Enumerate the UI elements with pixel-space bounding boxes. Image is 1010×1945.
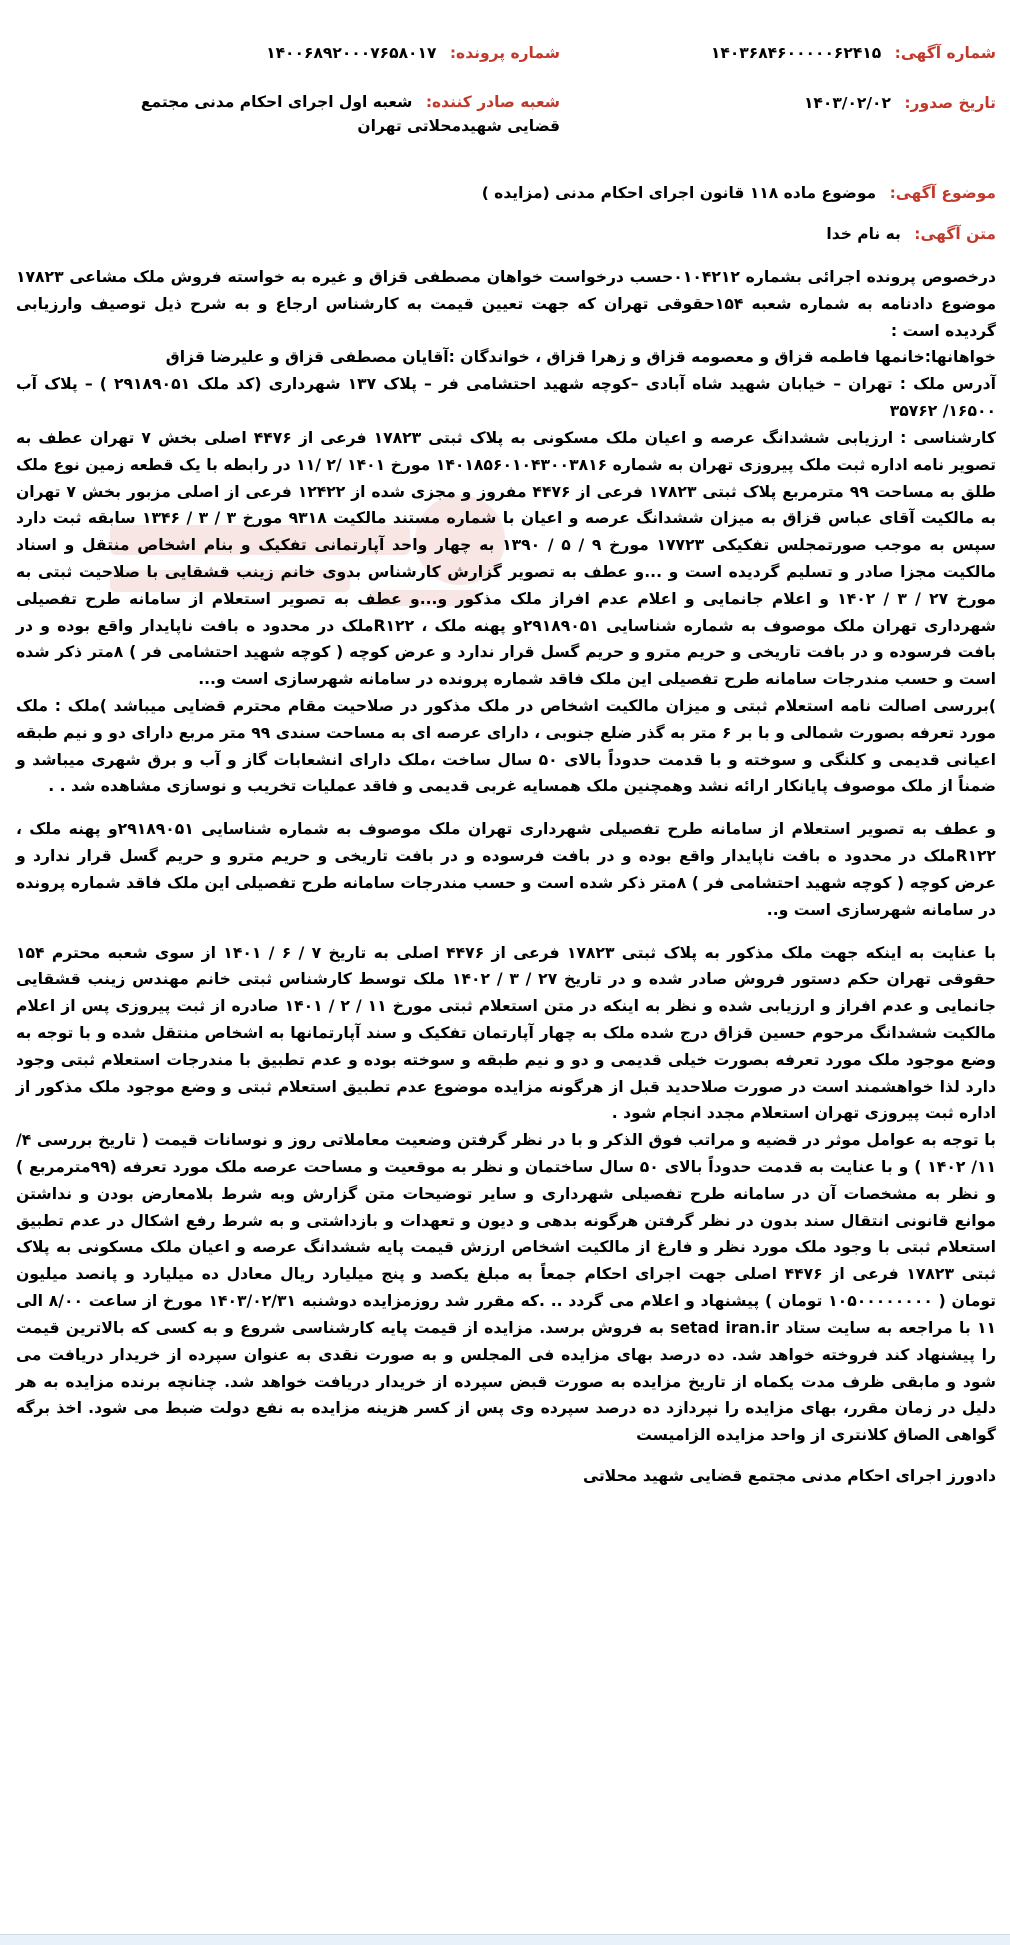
body-paragraph-zoning: و عطف به تصویر استعلام از سامانه طرح تفصیلی شهرداری تهران ملک موصوف به شماره شناسایی ۲۹۱۸۹۰۵۱و پهنه ملک ، R۱۲۲ملک در محدود ه بافت ناپایدار واقع بوده و در بافت فرسوده و در بافت تاریخی و حریم مترو و حریم گسل قرار ندارد و عرض کوچه ( کوچه شهید احتشامی فر ) ۸متر ذکر شده است و حسب مندرجات سامانه طرح تفصیلی این ملک فاقد شماره پرونده در سامانه شهرسازی است و..: [16, 820, 996, 919]
body-intro: به نام خدا: [826, 225, 901, 243]
case-number-row: [266, 44, 560, 62]
issuing-branch-row: [140, 90, 560, 138]
notice-number-value: ۱۴۰۳۶۸۴۶۰۰۰۰۰۶۲۴۱۵: [710, 44, 882, 62]
body-paragraph-parties: خواهانها:خانمها فاطمه قزاق و معصومه قزاق و زهرا قزاق ، خواندگان :آقایان مصطفی قزاق و علیرضا قزاق: [165, 348, 996, 367]
subject-row: [482, 184, 996, 202]
subject-label: موضوع آگهی:: [889, 184, 996, 202]
issue-date-label: تاریخ صدور:: [904, 94, 996, 112]
body-paragraph-valuation: با توجه به عوامل موثر در قضیه و مراتب فوق الذکر و با در نظر گرفتن وضعیت معاملاتی روز و نوسانات قیمت ( تاریخ بررسی ۴/ ۱۱/ ۱۴۰۲ ) و با عنایت به قدمت حدوداً بالای ۵۰ سال ساختمان و نظر به موقعیت و مساحت عرصه ملک مورد تعرفه (۹۹مترمربع ) و نظر به مشخصات آن در سامانه طرح تفصیلی شهرداری و سایر توضیحات متن گزارش وبه شرط بلامعارض بودن و نداشتن موانع قانونی انتقال سند بدون در نظر گرفتن هرگونه بدهی و دیون و تعهدات و بازداشتی و به شرط رفع اشکال در عدم تطبیق استعلام ثبتی با وجود ملک مورد نظر و فارغ از مالکیت اشخاص ارزش قیمت پایه ششدانگ عرصه و اعیان ملک مسکونی به پلاک ثبتی ۱۷۸۲۳ فرعی از ۴۴۷۶ اصلی جهت اجرای احکام جمعاً به مبلغ یکصد و پنج میلیارد ریال معادل ده میلیارد و پانصد میلیون تومان ( ۱۰۵۰۰۰۰۰۰۰۰ تومان ) پیشنهاد و اعلام می گردد .. .که مقرر شد روزمزایده دوشنبه ۱۴۰۳/۰۲/۳۱ مورخ از ساعت ۸/۰۰ الی ۱۱ با مراجعه به سایت ستاد setad iran.ir به فروش برسد. مزایده از قیمت پایه کارشناسی شروع و به کسی که بالاترین قیمت را پیشنهاد کند فروخته خواهد شد. ده درصد بهای مزایده فی المجلس و به صورت نقدی به عنوان سپرده از خریدار دریافت می شود و مابقی ظرف مدت یکماه از تاریخ مزایده به صورت قبض سپرده از خریدار دریافت خواهد شد. چنانچه برنده مزایده به هر دلیل در زمان مقرر، بهای مزایده را نپردازد ده درصد سپرده وی پس از کسر هزینه مزایده به نفع دولت ضبط می شود. اخذ برگه گواهی الصاق کلانتری از واحد مزایده الزامیست: [16, 1131, 997, 1445]
body-paragraph-appraisal: کارشناسی : ارزیابی ششدانگ عرصه و اعیان ملک مسکونی به پلاک ثبتی ۱۷۸۲۳ فرعی از ۴۴۷۶ اصلی بخش ۷ تهران عطف به تصویر نامه اداره ثبت ملک پیروزی تهران به شماره ۱۴۰۱۸۵۶۰۱۰۴۳۰۰۳۸۱۶ مورخ ۱۴۰۱ /۲ /۱۱ در رابطه با یک قطعه زمین نوع ملک طلق به مساحت ۹۹ مترمربع پلاک ثبتی ۱۷۸۲۳ فرعی از ۴۴۷۶ مفروز و مجزی شده از ۱۲۴۲۲ فرعی از اصلی مزبور بخش ۷ تهران به مالکیت آقای عباس قزاق به میزان ششدانگ عرصه و اعیان با شماره مستند مالکیت ۹۳۱۸ مورخ ۳ / ۳ / ۱۳۴۶ سابقه ثبت دارد سپس به موجب صورتمجلس تفکیکی ۱۷۷۲۳ مورخ ۹ / ۵ / ۱۳۹۰ به چهار واحد آپارتمانی تفکیک و بنام اشخاص منتقل و اسناد مالکیت مجزا صادر و تسلیم گردیده است و ...و عطف به تصویر گزارش کارشناس بدوی خانم زینب قشقایی با صلاحیت ثبتی به مورخ ۲۷ / ۳ / ۱۴۰۲ و اعلام جانمایی و اعلام عدم افراز ملک مذکور و...و عطف به تصویر استعلام از سامانه طرح تفصیلی شهرداری تهران ملک موصوف به شماره شناسایی ۲۹۱۸۹۰۵۱و پهنه ملک ، R۱۲۲ملک در محدود ه بافت ناپایدار واقع بوده و در بافت فرسوده و در بافت تاریخی و حریم مترو و حریم گسل قرار ندارد و عرض کوچه ( کوچه شهید احتشامی فر ) ۸متر ذکر شده است و حسب مندرجات سامانه طرح تفصیلی این ملک فاقد شماره پرونده در سامانه شهرسازی است و...: [16, 428, 997, 689]
footer-bar: [0, 1934, 1010, 1945]
body-label-row: [826, 225, 996, 243]
issue-date-value: ۱۴۰۳/۰۲/۰۲: [803, 94, 891, 112]
issuing-branch-value: شعبه اول اجرای احکام مدنی مجتمع قضایی شهیدمحلاتی تهران: [140, 93, 560, 136]
signature: دادورز اجرای احکام مدنی مجتمع قضایی شهید محلاتی: [583, 1466, 996, 1485]
body-paragraph-address: آدرس ملک : تهران – خیابان شهید شاه آبادی –کوچه شهید احتشامی فر – پلاک ۱۳۷ شهرداری (کد ملک ۲۹۱۸۹۰۵۱ ) – پلاک آب ۱۶۵۰۰/ ۳۵۷۶۲: [16, 375, 996, 421]
body-paragraph-intro: درخصوص پرونده اجرائی بشماره ۰۱۰۴۲۱۲حسب درخواست خواهان مصطفی قزاق و غیره به خواسته فروش ملک مشاعی ۱۷۸۲۳ موضوع دادنامه به شماره شعبه ۱۵۴حقوقی تهران که جهت تعیین قیمت به کارشناس ارجاع و به شرح ذیل توصیف وارزیابی گردیده است :: [16, 268, 997, 340]
issue-date-row: [804, 94, 996, 112]
subject-value: موضوع ماده ۱۱۸ قانون اجرای احکام مدنی (مزایده ): [481, 184, 877, 202]
issuing-branch-label: شعبه صادر کننده:: [425, 93, 560, 111]
case-number-label: شماره پرونده:: [449, 44, 560, 62]
body-label: متن آگهی:: [914, 225, 996, 243]
body-paragraph-registry: با عنایت به اینکه جهت ملک مذکور به پلاک ثبتی ۱۷۸۲۳ فرعی از ۴۴۷۶ اصلی به تاریخ ۷ / ۶ / ۱۴۰۱ از سوی شعبه محترم ۱۵۴ حقوقی تهران حکم دستور فروش صادر شده و در تاریخ ۲۷ / ۳ / ۱۴۰۲ ملک توسط کارشناس ثبتی خانم مهندس زینب قشقایی جانمایی و عدم افراز و ارزیابی شده و نظر به اینکه در متن استعلام ثبتی مورخ ۱۱ / ۲ / ۱۴۰۱ صادره از ثبت پیروزی پس از اعلام مالکیت ششدانگ مرحوم حسین قزاق درج شده ملک به چهار آپارتمان تفکیک و سند آپارتمانها به اشخاص منتقل شده و با توجه به وضع موجود ملک مورد تعرفه بصورت خیلی قدیمی و دو و نیم طبقه و سوخته بوده و عدم تطبیق با مندرجات استعلام ثبتی وجود دارد لذا خواهشمند است در صورت صلاحدید قبل از هرگونه مزایده موضوع عدم تطبیق استعلام ثبتی و وضع موجود ملک مذکور از اداره ثبت پیروزی تهران استعلام مجدد انجام شود .: [16, 943, 996, 1123]
notice-number-label: شماره آگهی:: [894, 44, 996, 62]
notice-number-row: [711, 44, 996, 62]
case-number-value: ۱۴۰۰۶۸۹۲۰۰۰۷۶۵۸۰۱۷: [266, 44, 437, 62]
body-paragraph-property: )بررسی اصالت نامه استعلام ثبتی و میزان مالکیت اشخاص در ملک مذکور در صلاحیت مقام محترم قضایی میباشد )ملک : ملک مورد تعرفه بصورت شمالی و با بر ۶ متر به گذر ضلع جنوبی ، دارای عرصه ای به مساحت سندی ۹۹ متر مربع دارای دو و نیم طبقه اعیانی قدیمی و کلنگی و سوخته و با قدمت حدوداً بالای ۵۰ سال ساخت ،ملک دارای انشعابات گاز و آب و برق شهری میباشد و ضمناً از ملک موصوف پایانکار ارائه نشد وهمچنین ملک همسایه غربی قدیمی و فاقد عملیات تخریب و نوسازی مشاهده شد . .: [16, 697, 997, 796]
notice-body: [16, 264, 996, 1490]
